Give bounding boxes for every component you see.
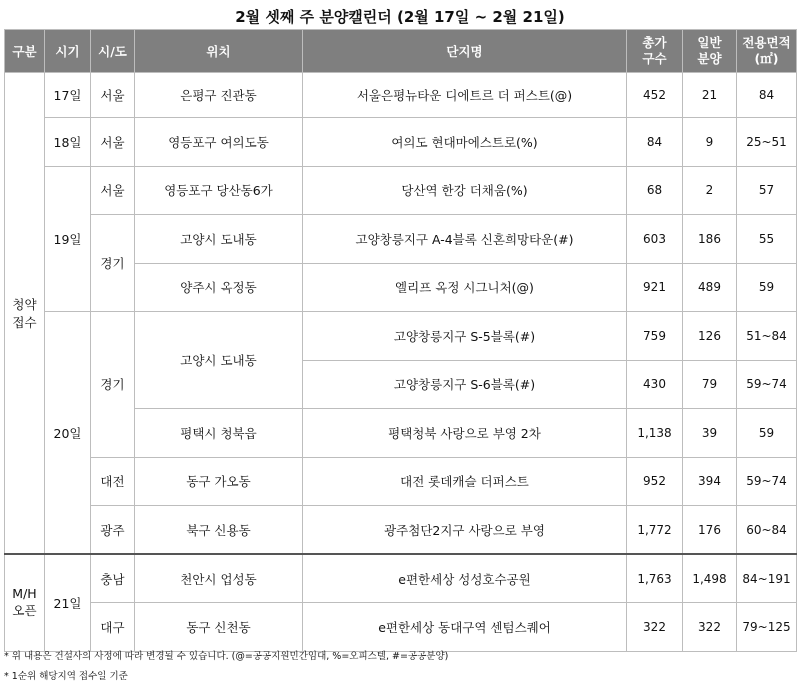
general-cell: 176 [683,506,737,555]
region-cell: 충남 [91,554,135,603]
general-cell: 322 [683,603,737,652]
location-cell: 동구 가오동 [135,457,303,506]
header-region: 시/도 [91,30,135,73]
table-row [5,166,797,215]
complex-cell: 광주첨단2지구 사랑으로 부영 [303,506,627,555]
location-cell: 북구 신용동 [135,506,303,555]
table-row [5,554,797,603]
date-cell: 19일 [45,166,91,312]
header-location: 위치 [135,30,303,73]
area-cell: 57 [737,166,797,215]
region-cell: 서울 [91,166,135,215]
complex-cell: 고양창릉지구 S-5블록(#) [303,312,627,361]
table-row [5,506,797,555]
general-cell: 394 [683,457,737,506]
general-cell: 2 [683,166,737,215]
total-cell: 759 [627,312,683,361]
table-row [5,457,797,506]
area-cell: 59~74 [737,457,797,506]
complex-cell: 여의도 현대마에스트로(%) [303,118,627,167]
region-cell: 경기 [91,312,135,458]
header-row [5,30,797,73]
area-cell: 84~191 [737,554,797,603]
total-cell: 921 [627,263,683,312]
total-cell: 452 [627,73,683,118]
region-cell: 대구 [91,603,135,652]
location-cell: 천안시 업성동 [135,554,303,603]
general-cell: 21 [683,73,737,118]
complex-cell: e편한세상 성성호수공원 [303,554,627,603]
header-general-units: 일반 분양 [683,30,737,73]
area-cell: 55 [737,215,797,264]
area-cell: 59 [737,263,797,312]
general-cell: 126 [683,312,737,361]
total-cell: 430 [627,360,683,409]
table-row [5,118,797,167]
location-cell: 은평구 진관동 [135,73,303,118]
date-cell: 20일 [45,312,91,555]
area-cell: 84 [737,73,797,118]
location-cell: 평택시 청북읍 [135,409,303,458]
table-row [5,312,797,361]
complex-cell: 당산역 한강 더채움(%) [303,166,627,215]
location-cell: 동구 신천동 [135,603,303,652]
region-cell: 서울 [91,118,135,167]
group-mh-open: M/H 오픈 [5,554,45,651]
general-cell: 79 [683,360,737,409]
total-cell: 603 [627,215,683,264]
date-cell: 21일 [45,554,91,651]
location-cell: 영등포구 당산동6가 [135,166,303,215]
area-cell: 59~74 [737,360,797,409]
area-cell: 79~125 [737,603,797,652]
region-cell: 대전 [91,457,135,506]
area-cell: 51~84 [737,312,797,361]
region-cell: 경기 [91,215,135,312]
complex-cell: e편한세상 동대구역 센텀스퀘어 [303,603,627,652]
area-cell: 59 [737,409,797,458]
region-cell: 광주 [91,506,135,555]
header-category: 구분 [5,30,45,73]
schedule-table [4,29,797,652]
location-cell: 고양시 도내동 [135,312,303,409]
complex-cell: 서울은평뉴타운 디에트르 더 퍼스트(@) [303,73,627,118]
group-subscription: 청약 접수 [5,73,45,555]
area-cell: 25~51 [737,118,797,167]
table-row [5,603,797,652]
location-cell: 양주시 옥정동 [135,263,303,312]
location-cell: 영등포구 여의도동 [135,118,303,167]
header-timing: 시기 [45,30,91,73]
complex-cell: 평택청북 사랑으로 부영 2차 [303,409,627,458]
general-cell: 489 [683,263,737,312]
table-row [5,215,797,264]
complex-cell: 대전 롯데캐슬 더퍼스트 [303,457,627,506]
date-cell: 17일 [45,73,91,118]
total-cell: 68 [627,166,683,215]
general-cell: 9 [683,118,737,167]
total-cell: 1,763 [627,554,683,603]
general-cell: 186 [683,215,737,264]
complex-cell: 고양창릉지구 S-6블록(#) [303,360,627,409]
complex-cell: 고양창릉지구 A-4블록 신혼희망타운(#) [303,215,627,264]
general-cell: 1,498 [683,554,737,603]
total-cell: 1,138 [627,409,683,458]
region-cell: 서울 [91,73,135,118]
date-cell: 18일 [45,118,91,167]
location-cell: 고양시 도내동 [135,215,303,264]
total-cell: 952 [627,457,683,506]
header-complex: 단지명 [303,30,627,73]
page-title: 2월 셋째 주 분양캘린더 (2월 17일 ~ 2월 21일) [235,8,565,26]
table-row [5,73,797,118]
footnote-legend: * 위 내용은 건설사의 사정에 따라 변경될 수 있습니다. (@=공공지원민간임대, %=오피스텔, #=공공분양) [4,651,449,662]
complex-cell: 엘리프 옥정 시그니처(@) [303,263,627,312]
total-cell: 84 [627,118,683,167]
area-cell: 60~84 [737,506,797,555]
header-total-units: 총가 구수 [627,30,683,73]
footnote-basis: * 1순위 해당지역 접수일 기준 [4,671,128,682]
total-cell: 322 [627,603,683,652]
total-cell: 1,772 [627,506,683,555]
general-cell: 39 [683,409,737,458]
header-area: 전용면적 (㎡) [737,30,797,73]
